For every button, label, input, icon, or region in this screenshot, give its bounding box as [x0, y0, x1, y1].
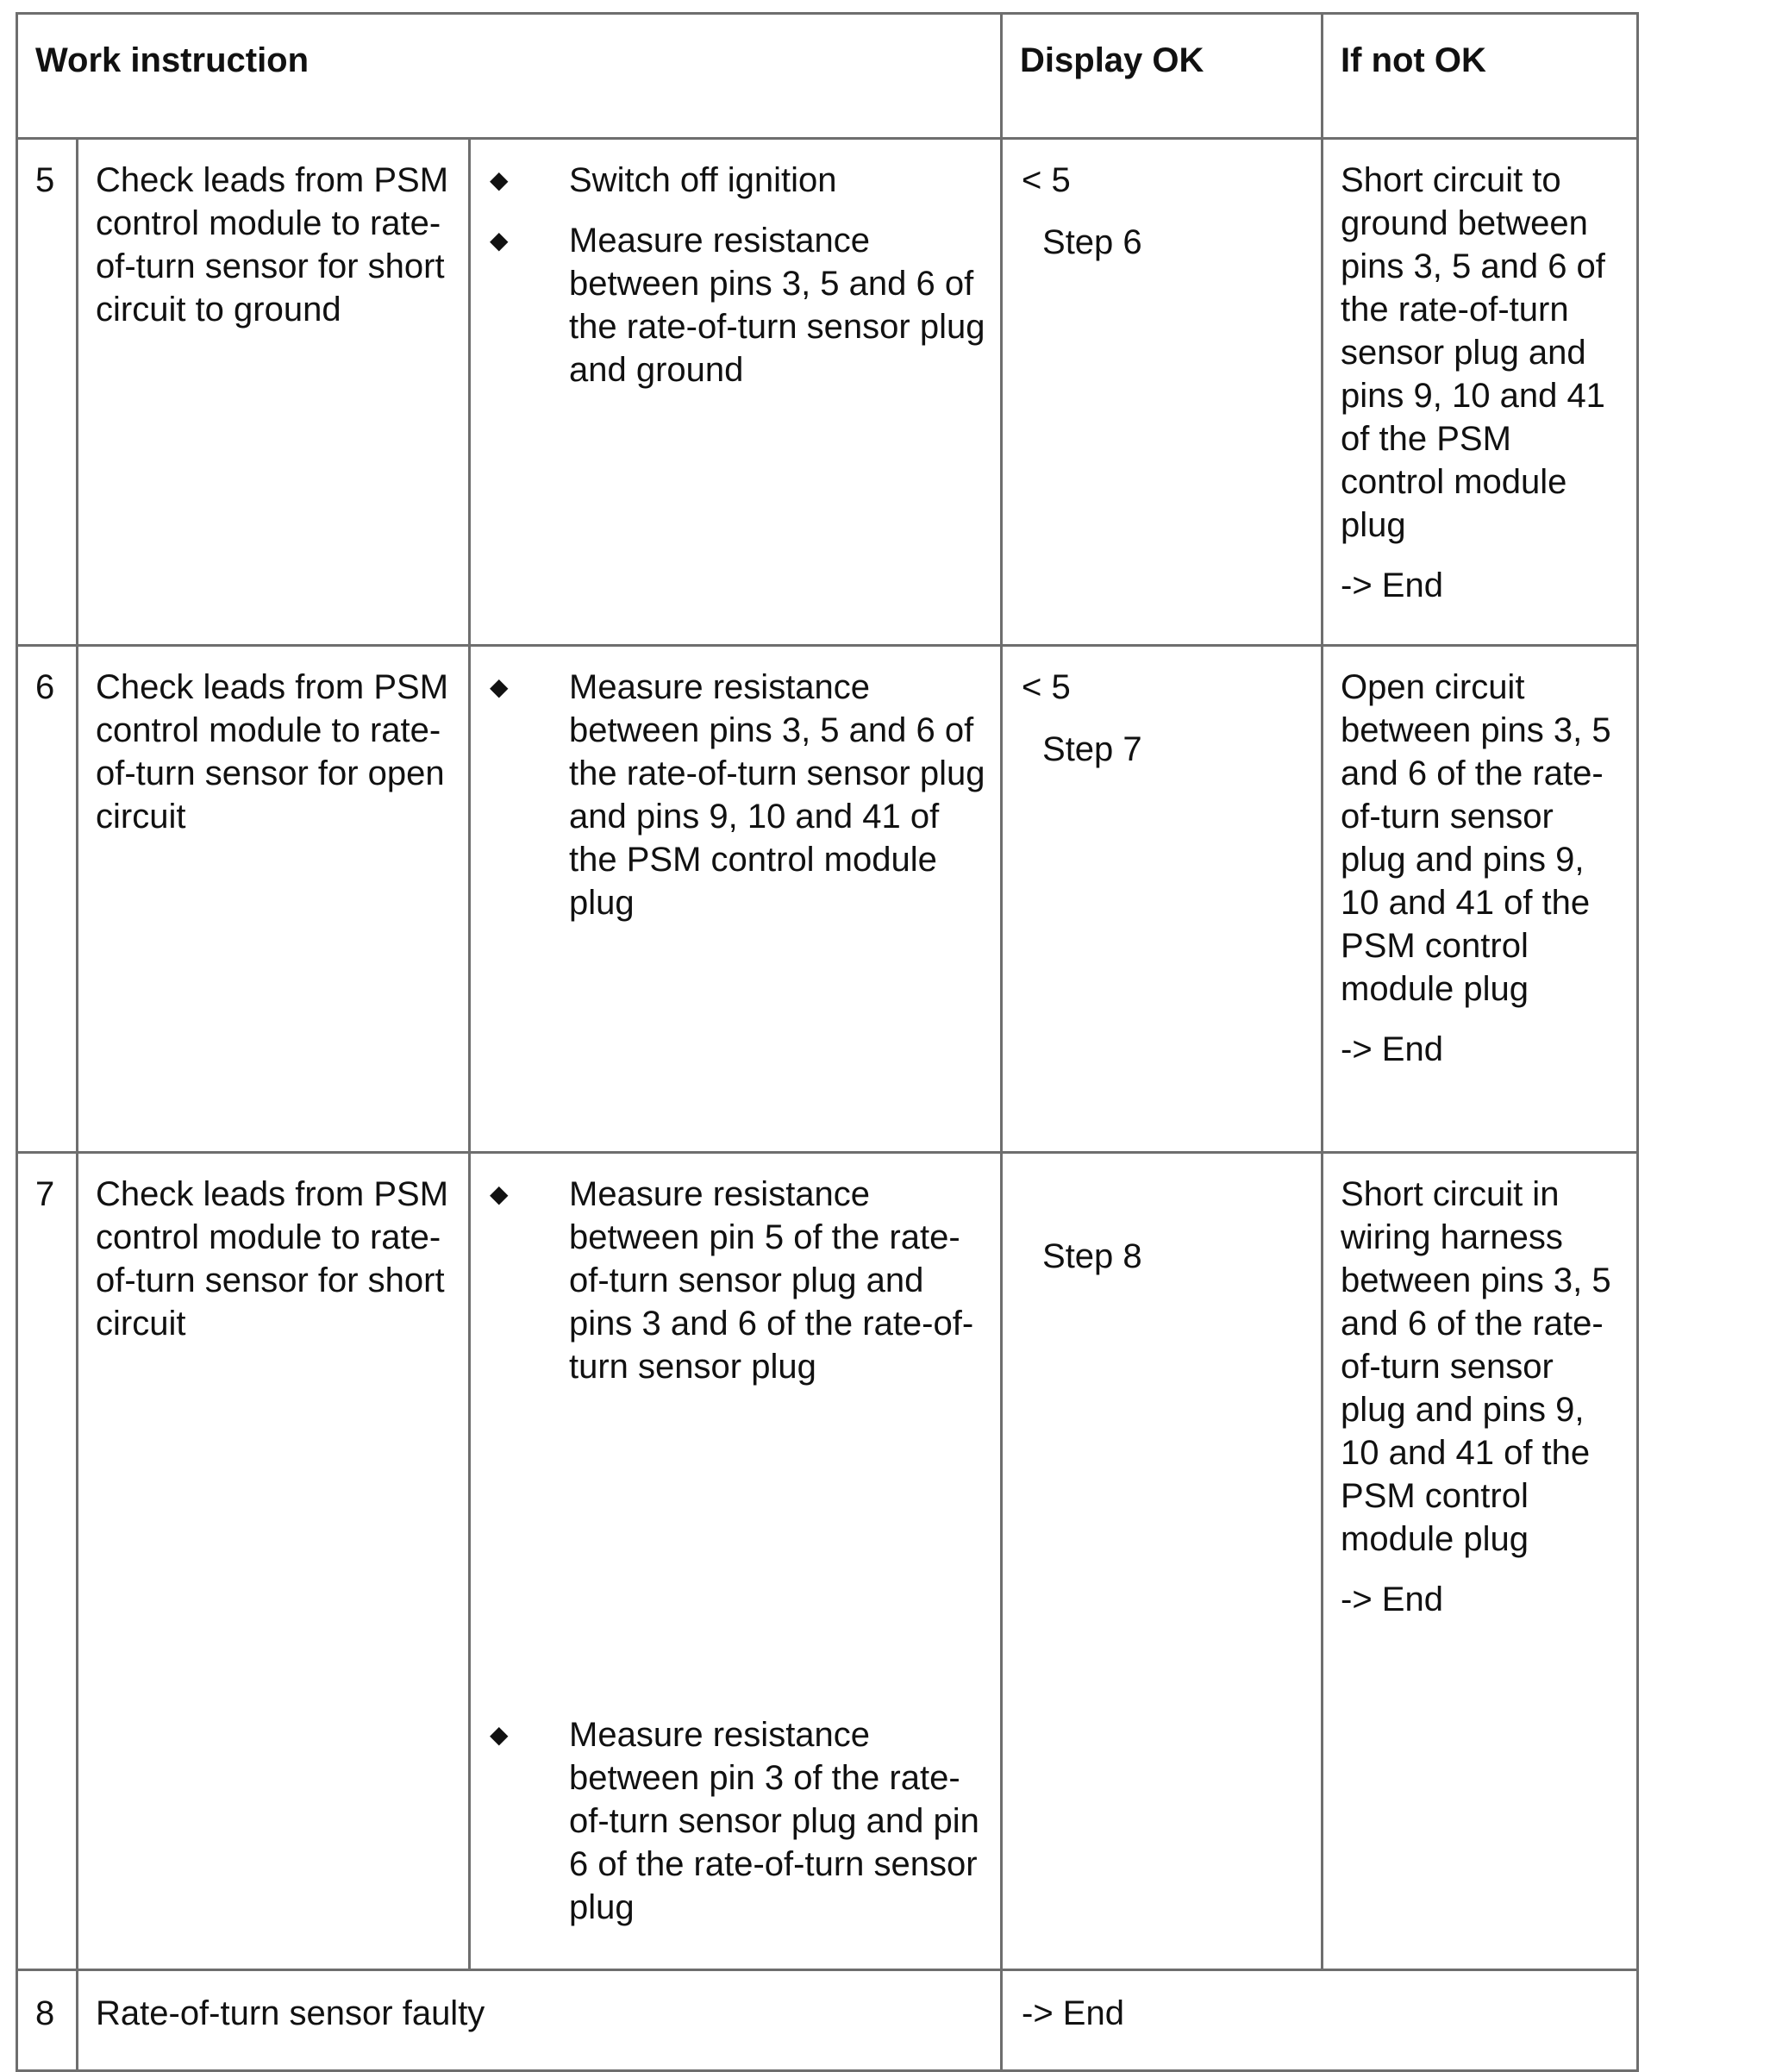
display-ok-cell [1002, 646, 1323, 1153]
action-text: Measure resistance between pin 3 of the rate-of-turn sensor plug and pin 6 of the rate-of-turn sensor plug [569, 1716, 979, 1926]
table-row [17, 646, 1638, 1153]
display-ok-cell: -> End [1002, 1970, 1638, 2071]
display-ok-cell [1002, 139, 1323, 646]
action-text: Measure resistance between pins 3, 5 and 6 of the rate-of-turn sensor plug and pins 9, 10 and 41 of the PSM control module plug [569, 668, 985, 922]
action-item [490, 1173, 988, 1388]
step-number: 7 [17, 1153, 78, 1970]
if-not-ok-cell [1323, 646, 1638, 1153]
fault-description: Open circuit between pins 3, 5 and 6 of the rate-of-turn sensor plug and pins 9, 10 and 41 of the PSM control module plug [1341, 668, 1611, 1008]
display-next-step: Step 6 [1042, 223, 1142, 261]
step-actions [470, 1153, 1002, 1970]
diamond-bullet-icon: ◆ [490, 1721, 509, 1748]
table-row [17, 139, 1638, 646]
display-value: < 5 [1022, 161, 1071, 199]
display-ok-cell [1002, 1153, 1323, 1970]
table-row [17, 1153, 1638, 1970]
work-instruction-table-container [16, 12, 1636, 2072]
step-description: Rate-of-turn sensor faulty [78, 1970, 1002, 2071]
action-item [490, 1713, 988, 1929]
display-next-step: Step 8 [1042, 1237, 1142, 1275]
action-spacer [490, 1405, 988, 1713]
diamond-bullet-icon: ◆ [490, 1180, 509, 1207]
action-item [490, 666, 988, 924]
display-value: < 5 [1022, 668, 1071, 706]
diamond-bullet-icon: ◆ [490, 673, 509, 700]
display-next-step: Step 7 [1042, 730, 1142, 768]
fault-next-step: -> End [1341, 1581, 1443, 1618]
if-not-ok-cell [1323, 139, 1638, 646]
header-row [17, 14, 1638, 139]
action-text: Measure resistance between pin 5 of the rate-of-turn sensor plug and pins 3 and 6 of the rate-of-turn sensor plug [569, 1175, 974, 1386]
step-description: Check leads from PSM control module to rate-of-turn sensor for short circuit to ground [78, 139, 470, 646]
fault-next-step: -> End [1341, 567, 1443, 604]
diamond-bullet-icon: ◆ [490, 227, 509, 254]
action-text: Measure resistance between pins 3, 5 and 6 of the rate-of-turn sensor plug and ground [569, 222, 985, 389]
step-number: 5 [17, 139, 78, 646]
action-item [490, 159, 988, 202]
action-item [490, 219, 988, 391]
step-number: 6 [17, 646, 78, 1153]
fault-description: Short circuit in wiring harness between pins 3, 5 and 6 of the rate-of-turn sensor plug and pins 9, 10 and 41 of the PSM control module plug [1341, 1175, 1611, 1558]
header-work-instruction: Work instruction [17, 14, 1002, 139]
step-description: Check leads from PSM control module to rate-of-turn sensor for short circuit [78, 1153, 470, 1970]
fault-description: Short circuit to ground between pins 3, 5 and 6 of the rate-of-turn sensor plug and pins 9, 10 and 41 of the PSM control module plug [1341, 161, 1605, 544]
table-row [17, 1970, 1638, 2071]
step-description: Check leads from PSM control module to rate-of-turn sensor for open circuit [78, 646, 470, 1153]
action-text: Switch off ignition [569, 161, 837, 199]
step-number: 8 [17, 1970, 78, 2071]
header-if-not-ok: If not OK [1323, 14, 1638, 139]
work-instruction-table [16, 12, 1639, 2072]
diamond-bullet-icon: ◆ [490, 166, 509, 193]
header-display-ok: Display OK [1002, 14, 1323, 139]
fault-next-step: -> End [1341, 1030, 1443, 1068]
step-actions [470, 646, 1002, 1153]
step-actions [470, 139, 1002, 646]
if-not-ok-cell [1323, 1153, 1638, 1970]
